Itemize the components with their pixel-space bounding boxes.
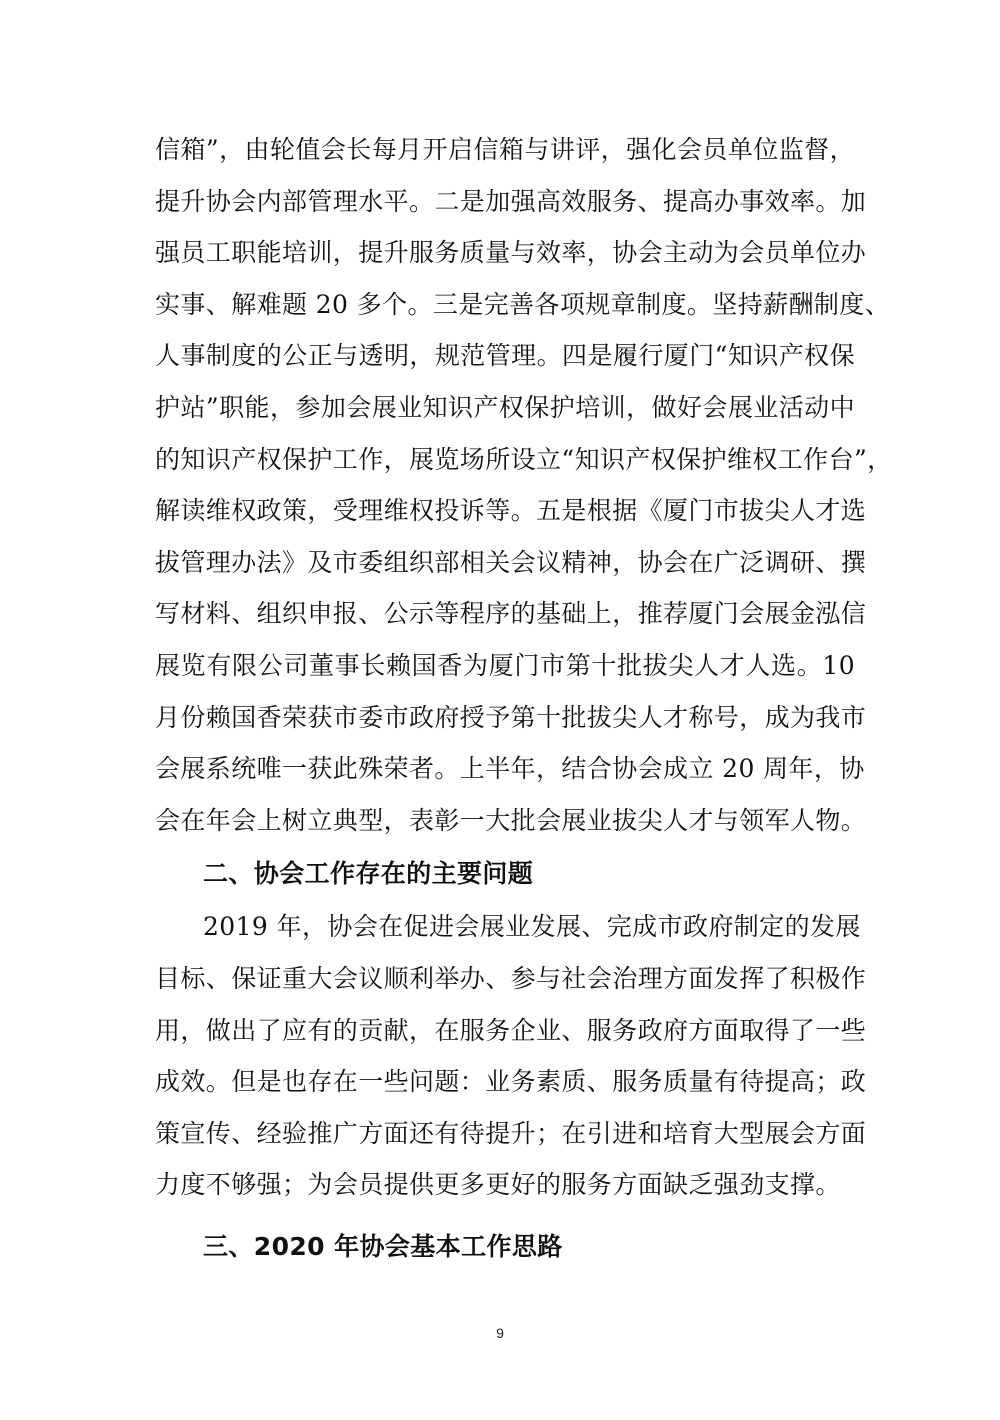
section-spacer <box>155 1211 855 1219</box>
section-heading-problems: 二、协会工作存在的主要问题 <box>203 859 534 889</box>
text-line: 月份赖国香荣获市委市政府授予第十批拔尖人才称号，成为我市 <box>155 702 867 732</box>
text-line: 用，做出了应有的贡献，在服务企业、服务政府方面取得了一些 <box>155 1015 867 1045</box>
text-line: 会在年会上树立典型，表彰一大批会展业拔尖人才与领军人物。 <box>155 805 867 835</box>
text-line: 实事、解难题 20 多个。三是完善各项规章制度。坚持薪酬制度、 <box>155 289 891 319</box>
text-line: 护站”职能，参加会展业知识产权保护培训，做好会展业活动中 <box>155 392 855 422</box>
text-line: 2019 年，协会在促进会展业发展、完成市政府制定的发展 <box>203 912 861 942</box>
section-heading-plan: 三、2020 年协会基本工作思路 <box>203 1231 563 1261</box>
page-number: 9 <box>496 1325 504 1341</box>
text-line: 信箱”，由轮值会长每月开启信箱与讲评，强化会员单位监督， <box>155 135 855 164</box>
text-line: 强员工职能培训，提升服务质量与效率，协会主动为会员单位办 <box>155 238 867 268</box>
text-line: 策宣传、经验推广方面还有待提升；在引进和培育大型展会方面 <box>155 1118 867 1148</box>
text-line: 成效。但是也存在一些问题：业务素质、服务质量有待提高；政 <box>155 1067 867 1097</box>
text-line: 人事制度的公正与透明，规范管理。四是履行厦门“知识产权保 <box>155 341 855 371</box>
text-line: 拔管理办法》及市委组织部相关会议精神，协会在广泛调研、撰 <box>155 547 867 577</box>
body-text <box>155 124 893 1274</box>
text-line: 目标、保证重大会议顺利举办、参与社会治理方面发挥了积极作 <box>155 963 867 993</box>
text-line: 展览有限公司董事长赖国香为厦门市第十批拔尖人才人选。10 <box>155 650 855 680</box>
text-line: 会展系统唯一获此殊荣者。上半年，结合协会成立 20 周年，协 <box>155 754 865 784</box>
text-line: 的知识产权保护工作，展览场所设立“知识产权保护维权工作台”， <box>155 444 893 474</box>
text-line: 解读维权政策，受理维权投诉等。五是根据《厦门市拔尖人才选 <box>155 496 867 526</box>
text-line: 提升协会内部管理水平。二是加强高效服务、提高办事效率。加 <box>155 186 867 216</box>
text-line: 写材料、组织申报、公示等程序的基础上，推荐厦门会展金泓信 <box>155 599 867 629</box>
text-line: 力度不够强；为会员提供更多更好的服务方面缺乏强劲支撑。 <box>155 1170 841 1200</box>
